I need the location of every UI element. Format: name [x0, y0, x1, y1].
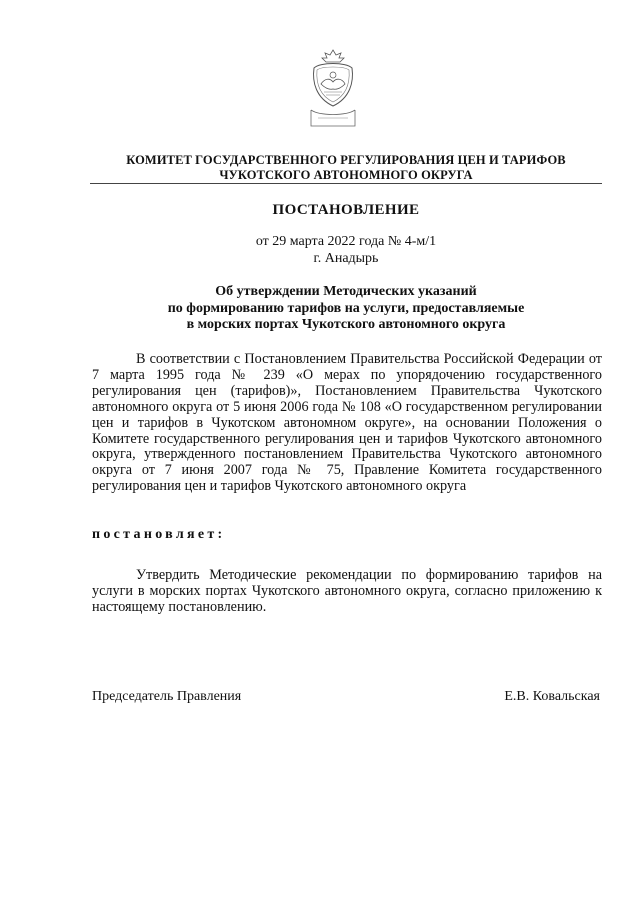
decree-word: постановляет: [92, 527, 226, 542]
subject-line-3: в морских портах Чукотского автономного округа [186, 317, 506, 332]
document-type-title: ПОСТАНОВЛЕНИЕ [272, 202, 420, 218]
subject-line-2: по формированию тарифов на услуги, предоставляемые [167, 300, 525, 316]
document-date-number: от 29 марта 2022 года № 4-м/1 [255, 234, 437, 249]
signatory-name: Е.В. Ковальская [504, 689, 600, 704]
body-paragraph-preamble: В соответствии с Постановлением Правительства Российской Федерации от 7 марта 1995 года № 239 «О мерах по упорядочению государственного регулирования цен (тарифов)», Постановлением Правительства Чукотского автономного округа от 5 июня 2006 года № 108 «О государственном регулировании цен и тарифов в Чукотском автономном округе», на основании Положения о Комитете государственного регулирования цен и тарифов Чукотского автономного округа, утвержденного постановлением Правительства Чукотского автономного округа от 7 июня 2007 года № 75, Правление Комитета государственного регулирования цен и тарифов Чукотского автономного округа [92, 351, 602, 495]
body-paragraph-resolution: Утвердить Методические рекомендации по формированию тарифов на услуги в морских портах Чукотского автономного округа, согласно приложению к настоящему постановлению. [92, 567, 602, 615]
document-subject [90, 284, 602, 334]
org-name-line1: КОМИТЕТ ГОСУДАРСТВЕННОГО РЕГУЛИРОВАНИЯ ЦЕН И ТАРИФОВ [126, 153, 566, 167]
subject-line-1: Об утверждении Методических указаний [215, 284, 477, 299]
header-rule [90, 183, 602, 184]
document-place: г. Анадырь [313, 251, 379, 266]
signatory-position: Председатель Правления [92, 689, 242, 704]
org-name-line2: ЧУКОТСКОГО АВТОНОМНОГО ОКРУГА [219, 168, 473, 182]
coat-of-arms-icon [308, 48, 358, 130]
